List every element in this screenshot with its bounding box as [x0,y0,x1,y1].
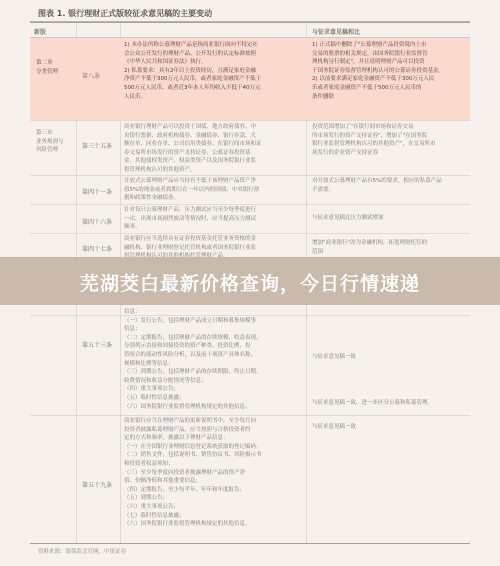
source-footnote: 资料来源：银保监会官网，中银证券 [38,549,127,555]
chapter-cell: 第二章 分类管理 [36,60,59,75]
text-cell: 商业银行应当选择具有证券投资基金托管业务资格的金 融机构、银行业理财登记托管机构或者国务院银行业监 [124,236,257,251]
article-cell: 第五十三条 [82,342,113,349]
row-divider [30,233,470,234]
chapter-cell: 第三章 业务规则与 风险管理 [36,130,64,154]
article-cell: 第四十六条 [82,219,113,226]
text-cell: 信息： （一）发行公告，包括理财产品成立日期和募集规模等 信息； （二）定期报告，包括理财产品的存续规模、收益表现， 分别列示直接和间接投资的资产种类、投资比例、投 资组合的流动性风险分析，以及前十项资产具体名称、 规模和比例等信息； （三）到期公告，包括理财产品的存续期限、终止日期、 收费情况和收益分配情况等信息； （四）重大事项公告； （五）临时性信息披露； （六）国务院银行业监督管理机构规定的其他信息。 [124,309,262,410]
diff-cell: 与征求意见稿比压力测试增加 [312,215,384,221]
text-cell: 商业银行应当在理财产品的更新说明书中，至少每月向 投资者披露私募理财产品，应当按照与合格投资者约 定的方式和频率，披露以下理财产品信息： （一）在全国银行业理财信息登记系统获取的登记编码； （二）销售文件，包括说明书、销售协议书、风险揭示书 和投资者权益须知； （三）至少每季度向投资者披露理财产品的资产净 值、份额净值和其他重要信息； （四）定期报告，至少每半年、年年和年度报告； （五）到期公告； （六）重大事项公告； （七）临时性信息披露； （八）国务院银行业监督管理机构规定的其他信息。 [124,418,262,528]
banner-title: 芜湖茭白最新价格查询，今日行情速递 [79,273,420,295]
article-cell: 第三十五条 [82,143,113,150]
text-cell: 开放式公募理财产品应当持有不低于该理财产品资产净 值5%的现金或者到期日在一年以内的国债、中央银行票 据和政策性金融债券。 [124,178,260,202]
diff-cell: 增加"商业银行"改为金融机构，拓宽理财托管的 范围 [312,240,428,255]
diff-cell: 与征求意见稿一致 [312,354,357,360]
diff-cell: 投资范围增加了"在银行间市场和证券交易 所市场发行的资产支持证券"，增加了"在国务院 银行业监督管理机构认可的其他资产"，在交易所市 场发行的企业资产支持证券 [312,124,436,156]
text-cell: 1) 本办法所称公募理财产品是指商业银行面向不特定社 会公众公开发行的理财产品。公开发行的认定标准按照 《中华人民共和国证券法》执行。 2) 私募要求：具有2年以上投资经历，且满足家庭金融 净资产不低于300万元人民币，或者家庭金融资产不低于 500万元人民币，或者近3年本人年均收入不低于40万元 人民币。 [124,42,261,100]
row-divider [30,175,470,176]
diff-cell: 与征求意见稿一致，进一步区分公募和私募管理。 [312,400,434,406]
text-cell: 商业银行理财产品可以投资于国债、地方政府债券、中 央银行票据、政府机构债券、金融债券、银行存款、大 额存单、同业存单、公司信用类债券、在银行间市场和证 券交易所市场发行的资产支持证券、公募证券投资基 金、其他债权类资产、权益类资产以及国务院银行业监 督管理机构认可的其他资产。 [124,124,262,173]
text-cell: 针对每只公募理财产品，压力测试应当至少每季度进行 一次，出现市场剧烈波动等情况时，应当提高压力测试 频率。 [124,207,257,231]
row-divider [30,415,470,416]
article-cell: 第四十一条 [82,189,113,196]
article-cell: 第四十七条 [82,246,113,253]
article-cell: 第八条 [82,73,101,80]
document-title: 图表 1. 银行理财正式版较征求意见稿的主要变动 [38,9,213,18]
diff-cell: 对开放式公募理财产品有5%的要求，相应的私募产品 不需要。 [312,178,442,193]
diff-cell: 1) 正式稿中删除了"公募理财产品投资境内上市 交易的股票的相关规定，由国务院银行业监督管 理机构另行制定"，并且说明理财产品可以投资 于国务院证券监督管理机构认可的公募证券投资基金。 2) 以前要求满足家庭金融资产不低于300万元人民 币或者家庭金融资产不低于500万元人民币的 条件删除 [312,42,445,100]
row-divider [30,204,470,205]
diff-cell: 与征求意见稿一致 [312,424,357,430]
row-divider [30,120,470,121]
column-header-new: 新版 [34,29,47,36]
column-header-diff: 与征求意见稿相比 [312,29,361,36]
article-cell: 第五十九条 [82,482,113,489]
